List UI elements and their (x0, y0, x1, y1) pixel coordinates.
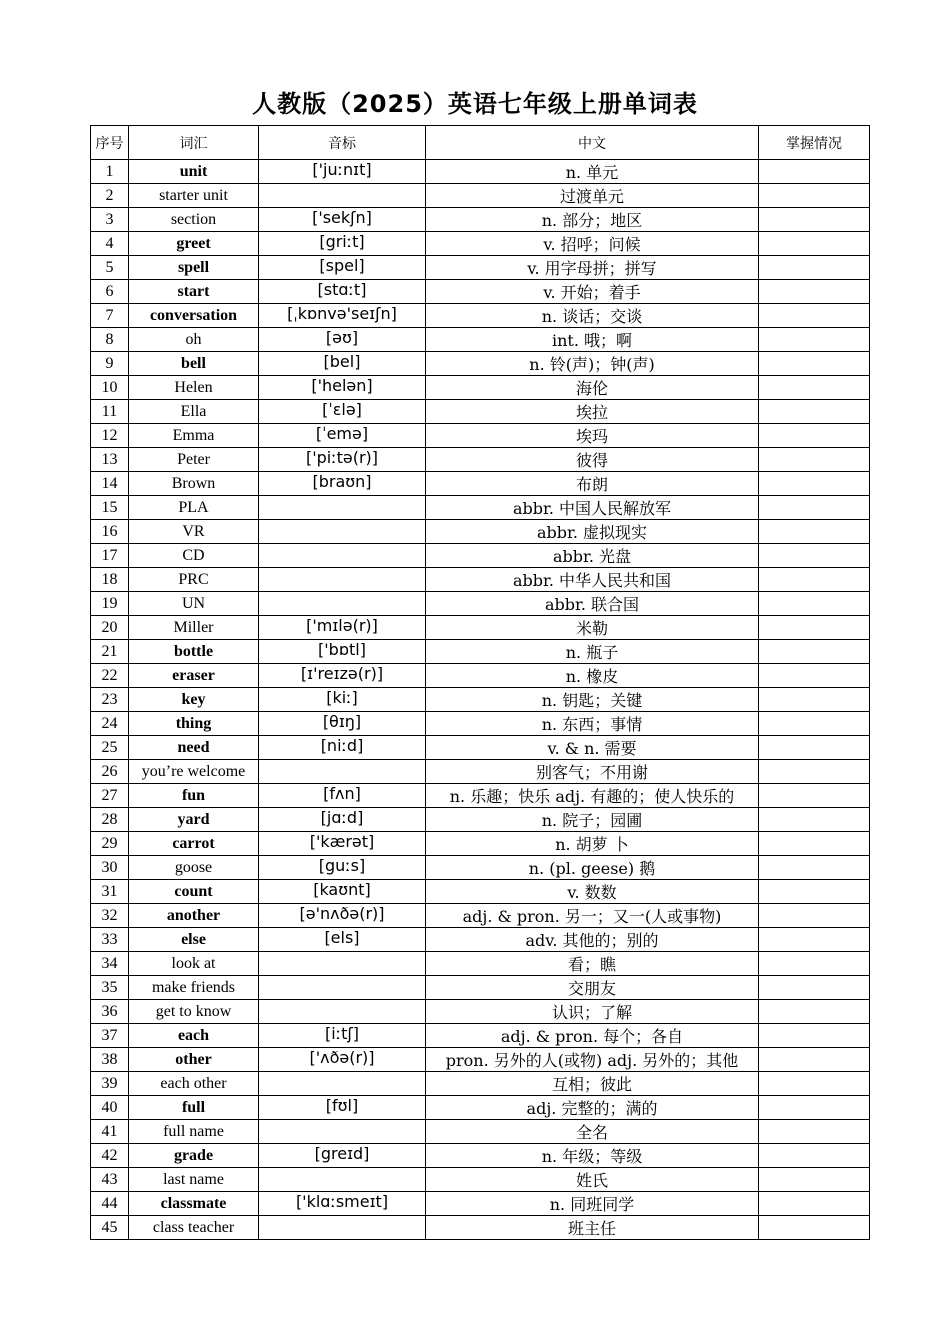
mastery-cell (759, 1120, 870, 1144)
row-number: 16 (91, 520, 129, 544)
row-number: 22 (91, 664, 129, 688)
word-cell: starter unit (129, 184, 259, 208)
vocabulary-table (90, 125, 870, 1240)
phonetic-cell: ['piːtə(r)] (259, 448, 426, 472)
chinese-cell: n. 年级；等级 (426, 1144, 759, 1168)
row-number: 28 (91, 808, 129, 832)
mastery-cell (759, 1072, 870, 1096)
table-row (91, 256, 870, 280)
phonetic-cell: [ˈemə] (259, 424, 426, 448)
row-number: 21 (91, 640, 129, 664)
header-word: 词汇 (129, 126, 259, 160)
row-number: 13 (91, 448, 129, 472)
word-cell: unit (129, 160, 259, 184)
table-row (91, 880, 870, 904)
mastery-cell (759, 952, 870, 976)
word-cell: PRC (129, 568, 259, 592)
chinese-cell: 看；瞧 (426, 952, 759, 976)
word-cell: Miller (129, 616, 259, 640)
row-number: 36 (91, 1000, 129, 1024)
chinese-cell: 埃拉 (426, 400, 759, 424)
table-row (91, 592, 870, 616)
mastery-cell (759, 592, 870, 616)
table-row (91, 952, 870, 976)
table-row (91, 1048, 870, 1072)
word-cell: need (129, 736, 259, 760)
table-row (91, 184, 870, 208)
phonetic-cell: [ˌkɒnvə'seɪʃn] (259, 304, 426, 328)
header-chinese: 中文 (426, 126, 759, 160)
phonetic-cell: [stɑːt] (259, 280, 426, 304)
chinese-cell: v. 用字母拼；拼写 (426, 256, 759, 280)
chinese-cell: abbr. 虚拟现实 (426, 520, 759, 544)
table-row (91, 664, 870, 688)
table-row (91, 616, 870, 640)
word-cell: Helen (129, 376, 259, 400)
mastery-cell (759, 616, 870, 640)
word-cell: goose (129, 856, 259, 880)
phonetic-cell: [guːs] (259, 856, 426, 880)
chinese-cell: n. 院子；园圃 (426, 808, 759, 832)
word-cell: else (129, 928, 259, 952)
table-row (91, 904, 870, 928)
word-cell: make friends (129, 976, 259, 1000)
table-row (91, 760, 870, 784)
word-cell: bottle (129, 640, 259, 664)
chinese-cell: 班主任 (426, 1216, 759, 1240)
phonetic-cell: [fʌn] (259, 784, 426, 808)
table-row (91, 376, 870, 400)
chinese-cell: v. & n. 需要 (426, 736, 759, 760)
row-number: 35 (91, 976, 129, 1000)
phonetic-cell: [griːt] (259, 232, 426, 256)
table-row (91, 1024, 870, 1048)
row-number: 11 (91, 400, 129, 424)
row-number: 8 (91, 328, 129, 352)
word-cell: spell (129, 256, 259, 280)
row-number: 1 (91, 160, 129, 184)
row-number: 2 (91, 184, 129, 208)
table-row (91, 1216, 870, 1240)
mastery-cell (759, 328, 870, 352)
chinese-cell: 彼得 (426, 448, 759, 472)
chinese-cell: n. 瓶子 (426, 640, 759, 664)
word-cell: Ella (129, 400, 259, 424)
row-number: 14 (91, 472, 129, 496)
table-row (91, 424, 870, 448)
word-cell: class teacher (129, 1216, 259, 1240)
row-number: 23 (91, 688, 129, 712)
row-number: 41 (91, 1120, 129, 1144)
table-row (91, 1144, 870, 1168)
mastery-cell (759, 1096, 870, 1120)
phonetic-cell (259, 592, 426, 616)
word-cell: classmate (129, 1192, 259, 1216)
word-cell: oh (129, 328, 259, 352)
row-number: 45 (91, 1216, 129, 1240)
table-row (91, 784, 870, 808)
phonetic-cell: ['ʌðə(r)] (259, 1048, 426, 1072)
chinese-cell: adj. 完整的；满的 (426, 1096, 759, 1120)
word-cell: start (129, 280, 259, 304)
mastery-cell (759, 736, 870, 760)
phonetic-cell: [ˈɛlə] (259, 400, 426, 424)
chinese-cell: 交朋友 (426, 976, 759, 1000)
phonetic-cell (259, 1072, 426, 1096)
mastery-cell (759, 976, 870, 1000)
table-row (91, 736, 870, 760)
mastery-cell (759, 352, 870, 376)
row-number: 3 (91, 208, 129, 232)
chinese-cell: 米勒 (426, 616, 759, 640)
mastery-cell (759, 856, 870, 880)
word-cell: each other (129, 1072, 259, 1096)
row-number: 26 (91, 760, 129, 784)
word-cell: look at (129, 952, 259, 976)
phonetic-cell: ['juːnɪt] (259, 160, 426, 184)
table-row (91, 448, 870, 472)
row-number: 12 (91, 424, 129, 448)
row-number: 38 (91, 1048, 129, 1072)
word-cell: bell (129, 352, 259, 376)
phonetic-cell (259, 1000, 426, 1024)
phonetic-cell: [iːtʃ] (259, 1024, 426, 1048)
phonetic-cell: ['bɒtl] (259, 640, 426, 664)
chinese-cell: n. 谈话；交谈 (426, 304, 759, 328)
word-cell: count (129, 880, 259, 904)
row-number: 30 (91, 856, 129, 880)
table-row (91, 1000, 870, 1024)
table-row (91, 520, 870, 544)
word-cell: grade (129, 1144, 259, 1168)
chinese-cell: n. (pl. geese) 鹅 (426, 856, 759, 880)
phonetic-cell (259, 520, 426, 544)
chinese-cell: 互相；彼此 (426, 1072, 759, 1096)
mastery-cell (759, 1168, 870, 1192)
chinese-cell: n. 部分；地区 (426, 208, 759, 232)
mastery-cell (759, 376, 870, 400)
row-number: 43 (91, 1168, 129, 1192)
table-row (91, 928, 870, 952)
mastery-cell (759, 640, 870, 664)
word-cell: Brown (129, 472, 259, 496)
mastery-cell (759, 496, 870, 520)
chinese-cell: 布朗 (426, 472, 759, 496)
row-number: 42 (91, 1144, 129, 1168)
row-number: 32 (91, 904, 129, 928)
phonetic-cell: [əʊ] (259, 328, 426, 352)
table-row (91, 712, 870, 736)
word-cell: last name (129, 1168, 259, 1192)
row-number: 24 (91, 712, 129, 736)
row-number: 34 (91, 952, 129, 976)
row-number: 33 (91, 928, 129, 952)
mastery-cell (759, 256, 870, 280)
row-number: 18 (91, 568, 129, 592)
mastery-cell (759, 304, 870, 328)
mastery-cell (759, 712, 870, 736)
table-row (91, 472, 870, 496)
page-title: 人教版（2025）英语七年级上册单词表 (252, 90, 698, 118)
chinese-cell: 过渡单元 (426, 184, 759, 208)
mastery-cell (759, 544, 870, 568)
row-number: 39 (91, 1072, 129, 1096)
chinese-cell: abbr. 联合国 (426, 592, 759, 616)
chinese-cell: adj. & pron. 每个；各自 (426, 1024, 759, 1048)
word-cell: VR (129, 520, 259, 544)
phonetic-cell: [greɪd] (259, 1144, 426, 1168)
phonetic-cell: [kiː] (259, 688, 426, 712)
word-cell: eraser (129, 664, 259, 688)
table-row (91, 232, 870, 256)
word-cell: Emma (129, 424, 259, 448)
table-row (91, 568, 870, 592)
word-cell: you’re welcome (129, 760, 259, 784)
table-row (91, 1168, 870, 1192)
table-row (91, 832, 870, 856)
phonetic-cell: [kaʊnt] (259, 880, 426, 904)
chinese-cell: abbr. 中华人民共和国 (426, 568, 759, 592)
word-cell: CD (129, 544, 259, 568)
mastery-cell (759, 520, 870, 544)
table-row (91, 808, 870, 832)
mastery-cell (759, 1000, 870, 1024)
phonetic-cell: [ə'nʌðə(r)] (259, 904, 426, 928)
word-cell: PLA (129, 496, 259, 520)
mastery-cell (759, 1048, 870, 1072)
mastery-cell (759, 880, 870, 904)
word-cell: fun (129, 784, 259, 808)
table-row (91, 1096, 870, 1120)
table-row (91, 160, 870, 184)
table-body (91, 160, 870, 1240)
chinese-cell: n. 铃(声)；钟(声) (426, 352, 759, 376)
phonetic-cell: [ɪ'reɪzə(r)] (259, 664, 426, 688)
chinese-cell: v. 招呼；问候 (426, 232, 759, 256)
chinese-cell: v. 开始；着手 (426, 280, 759, 304)
mastery-cell (759, 1144, 870, 1168)
phonetic-cell: [braʊn] (259, 472, 426, 496)
mastery-cell (759, 1216, 870, 1240)
phonetic-cell: ['sekʃn] (259, 208, 426, 232)
chinese-cell: pron. 另外的人(或物) adj. 另外的；其他 (426, 1048, 759, 1072)
word-cell: each (129, 1024, 259, 1048)
phonetic-cell (259, 1216, 426, 1240)
word-cell: conversation (129, 304, 259, 328)
chinese-cell: n. 橡皮 (426, 664, 759, 688)
mastery-cell (759, 1024, 870, 1048)
phonetic-cell: ['kærət] (259, 832, 426, 856)
table-row (91, 856, 870, 880)
chinese-cell: n. 同班同学 (426, 1192, 759, 1216)
chinese-cell: n. 单元 (426, 160, 759, 184)
table-row (91, 280, 870, 304)
header-mastery: 掌握情况 (759, 126, 870, 160)
phonetic-cell (259, 544, 426, 568)
table-row (91, 304, 870, 328)
row-number: 7 (91, 304, 129, 328)
mastery-cell (759, 568, 870, 592)
mastery-cell (759, 1192, 870, 1216)
chinese-cell: adv. 其他的；别的 (426, 928, 759, 952)
table-row (91, 1120, 870, 1144)
row-number: 40 (91, 1096, 129, 1120)
phonetic-cell: [θɪŋ] (259, 712, 426, 736)
table-row (91, 496, 870, 520)
mastery-cell (759, 832, 870, 856)
phonetic-cell (259, 496, 426, 520)
chinese-cell: adj. & pron. 另一；又一(人或事物) (426, 904, 759, 928)
phonetic-cell: [els] (259, 928, 426, 952)
table-row (91, 688, 870, 712)
row-number: 31 (91, 880, 129, 904)
phonetic-cell: ['mɪlə(r)] (259, 616, 426, 640)
table-row (91, 1192, 870, 1216)
table-row (91, 352, 870, 376)
row-number: 25 (91, 736, 129, 760)
mastery-cell (759, 928, 870, 952)
mastery-cell (759, 784, 870, 808)
mastery-cell (759, 208, 870, 232)
chinese-cell: 海伦 (426, 376, 759, 400)
word-cell: greet (129, 232, 259, 256)
mastery-cell (759, 808, 870, 832)
mastery-cell (759, 280, 870, 304)
row-number: 10 (91, 376, 129, 400)
phonetic-cell (259, 1120, 426, 1144)
word-cell: UN (129, 592, 259, 616)
chinese-cell: n. 乐趣；快乐 adj. 有趣的；使人快乐的 (426, 784, 759, 808)
word-cell: full name (129, 1120, 259, 1144)
row-number: 19 (91, 592, 129, 616)
mastery-cell (759, 760, 870, 784)
mastery-cell (759, 448, 870, 472)
phonetic-cell: [fʊl] (259, 1096, 426, 1120)
word-cell: full (129, 1096, 259, 1120)
phonetic-cell (259, 184, 426, 208)
chinese-cell: abbr. 光盘 (426, 544, 759, 568)
mastery-cell (759, 688, 870, 712)
phonetic-cell (259, 568, 426, 592)
chinese-cell: int. 哦；啊 (426, 328, 759, 352)
chinese-cell: 认识；了解 (426, 1000, 759, 1024)
phonetic-cell (259, 1168, 426, 1192)
word-cell: another (129, 904, 259, 928)
header-phonetic: 音标 (259, 126, 426, 160)
mastery-cell (759, 904, 870, 928)
mastery-cell (759, 472, 870, 496)
header-no: 序号 (91, 126, 129, 160)
phonetic-cell: [spel] (259, 256, 426, 280)
mastery-cell (759, 424, 870, 448)
mastery-cell (759, 232, 870, 256)
chinese-cell: v. 数数 (426, 880, 759, 904)
chinese-cell: 全名 (426, 1120, 759, 1144)
table-row (91, 400, 870, 424)
row-number: 4 (91, 232, 129, 256)
row-number: 9 (91, 352, 129, 376)
row-number: 6 (91, 280, 129, 304)
phonetic-cell: ['helən] (259, 376, 426, 400)
row-number: 37 (91, 1024, 129, 1048)
chinese-cell: 姓氏 (426, 1168, 759, 1192)
phonetic-cell: [bel] (259, 352, 426, 376)
mastery-cell (759, 400, 870, 424)
phonetic-cell: [jɑːd] (259, 808, 426, 832)
row-number: 17 (91, 544, 129, 568)
phonetic-cell: [niːd] (259, 736, 426, 760)
mastery-cell (759, 160, 870, 184)
word-cell: yard (129, 808, 259, 832)
word-cell: key (129, 688, 259, 712)
chinese-cell: abbr. 中国人民解放军 (426, 496, 759, 520)
mastery-cell (759, 184, 870, 208)
row-number: 44 (91, 1192, 129, 1216)
phonetic-cell (259, 760, 426, 784)
table-row (91, 1072, 870, 1096)
row-number: 27 (91, 784, 129, 808)
table-row (91, 208, 870, 232)
row-number: 5 (91, 256, 129, 280)
phonetic-cell: ['klɑːsmeɪt] (259, 1192, 426, 1216)
word-cell: section (129, 208, 259, 232)
word-cell: Peter (129, 448, 259, 472)
table-row (91, 640, 870, 664)
word-cell: get to know (129, 1000, 259, 1024)
table-row (91, 328, 870, 352)
table-row (91, 976, 870, 1000)
word-cell: other (129, 1048, 259, 1072)
table-row (91, 544, 870, 568)
row-number: 29 (91, 832, 129, 856)
chinese-cell: 别客气；不用谢 (426, 760, 759, 784)
phonetic-cell (259, 976, 426, 1000)
word-cell: thing (129, 712, 259, 736)
chinese-cell: n. 东西；事情 (426, 712, 759, 736)
chinese-cell: n. 钥匙；关键 (426, 688, 759, 712)
row-number: 15 (91, 496, 129, 520)
phonetic-cell (259, 952, 426, 976)
row-number: 20 (91, 616, 129, 640)
table-header-row (91, 126, 870, 160)
chinese-cell: n. 胡萝 卜 (426, 832, 759, 856)
chinese-cell: 埃玛 (426, 424, 759, 448)
word-cell: carrot (129, 832, 259, 856)
mastery-cell (759, 664, 870, 688)
